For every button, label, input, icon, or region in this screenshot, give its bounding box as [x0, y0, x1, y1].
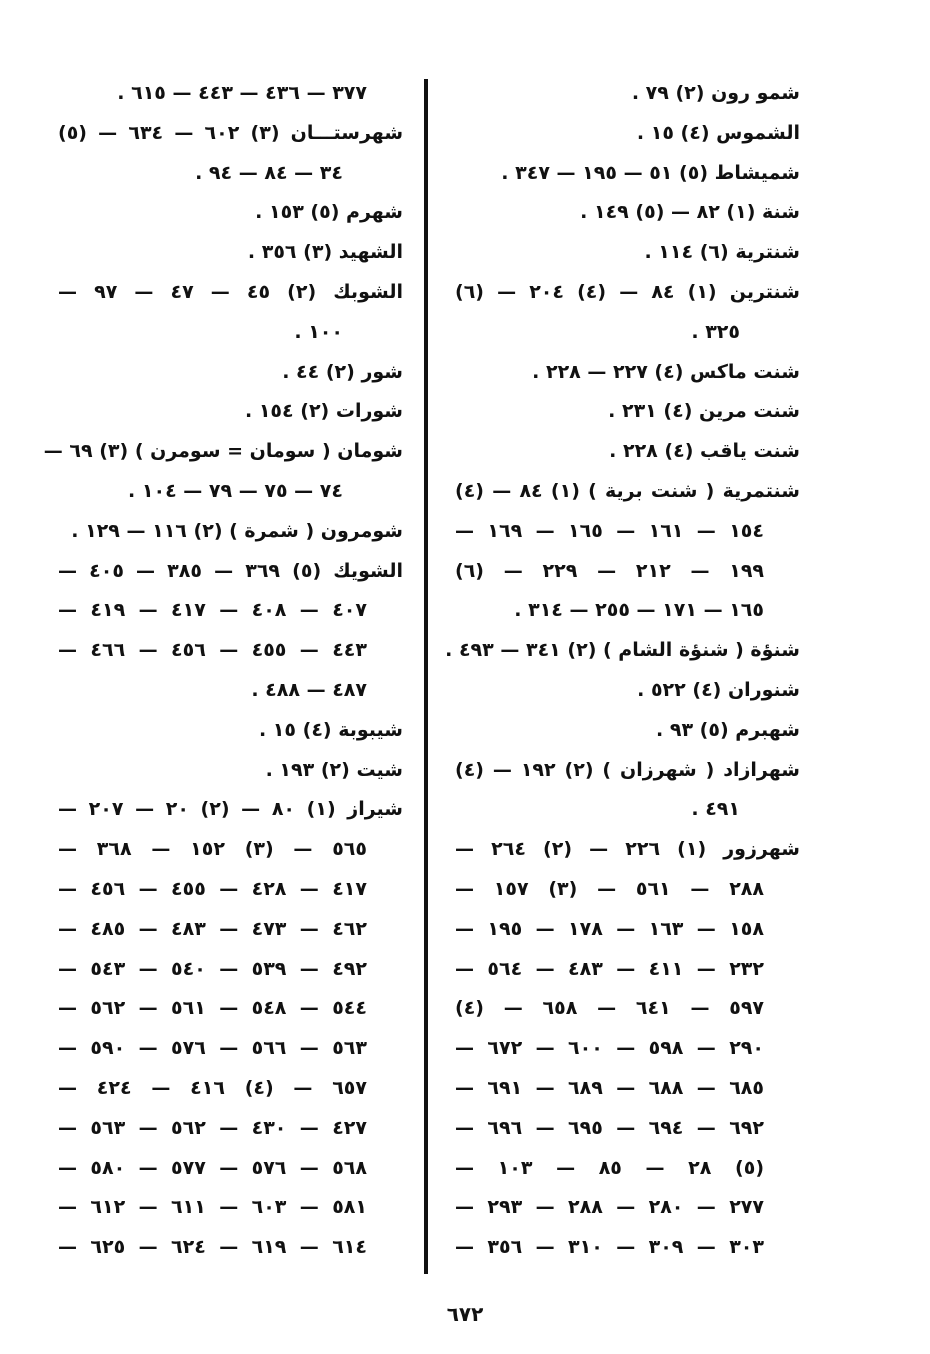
- index-entry-continuation: ٤٤٣ — ٤٥٥ — ٤٥٦ — ٤٦٦ —: [58, 639, 367, 662]
- index-entry: شورات (٢) ١٥٤ .: [244, 400, 403, 423]
- index-entry: شنؤة ( شنؤة الشام ) (٢) ٣٤١ — ٤٩٣ .: [445, 639, 800, 662]
- index-entry-continuation: ٣٢٥ .: [691, 320, 740, 343]
- index-entry: شومان ( سومان = سومرن ) (٣) ٦٩ —: [43, 440, 403, 463]
- index-entry: شور (٢) ٤٤ .: [282, 360, 403, 383]
- index-entry-continuation: ١٥٨ — ١٦٣ — ١٧٨ — ١٩٥ —: [455, 917, 764, 940]
- index-entry-continuation: ٣٧٧ — ٤٣٦ — ٤٤٣ — ٦١٥ .: [117, 82, 367, 104]
- index-entry-continuation: ٦٨٥ — ٦٨٨ — ٦٨٩ — ٦٩١ —: [455, 1076, 764, 1099]
- index-entry: شيراز (١) ٨٠ — (٢) ٢٠ — ٢٠٧ —: [58, 798, 403, 821]
- index-entry-continuation: ٥٩٧ — ٦٤١ — ٦٥٨ — (٤): [455, 997, 765, 1020]
- index-entry-continuation: ٥٦٨ — ٥٧٦ — ٥٧٧ — ٥٨٠ —: [58, 1156, 367, 1179]
- index-entry-continuation: ١٩٩ — ٢١٢ — ٢٢٩ — (٦): [455, 559, 765, 582]
- index-entry: شنت مرين (٤) ٢٣١ .: [608, 400, 800, 423]
- index-entry: شنوران (٤) ٥٢٢ .: [637, 678, 800, 701]
- index-entry: شنت ياقب (٤) ٢٢٨ .: [609, 440, 800, 463]
- index-entry-continuation: ٤٦٢ — ٤٧٣ — ٤٨٣ — ٤٨٥ —: [58, 917, 367, 940]
- index-entry-continuation: ٤٨٧ — ٤٨٨ .: [251, 678, 367, 701]
- index-entry: شيبوبة (٤) ١٥ .: [258, 718, 403, 741]
- index-entry: شومرون ( شمرة ) (٢) ١١٦ — ١٢٩ .: [71, 519, 403, 542]
- index-entry-continuation: ٢٩٠ — ٥٩٨ — ٦٠٠ — ٦٧٢ —: [455, 1037, 764, 1060]
- column-divider: [424, 79, 428, 1274]
- index-entry: شنت ماكس (٤) ٢٢٧ — ٢٢٨ .: [532, 360, 800, 383]
- index-entry: الشوبك (٢) ٤٥ — ٤٧ — ٩٧ —: [58, 280, 403, 303]
- index-entry-continuation: ٢٨٨ — ٥٦١ — (٣) ١٥٧ —: [455, 877, 764, 900]
- index-entry: شنة (١) ٨٢ — (٥) ١٤٩ .: [580, 201, 800, 224]
- index-entry-continuation: ١٠٠ .: [294, 320, 343, 343]
- index-entry-continuation: ٦٩٢ — ٦٩٤ — ٦٩٥ — ٦٩٦ —: [455, 1116, 764, 1139]
- index-entry-continuation: ٣٠٣ — ٣٠٩ — ٣١٠ — ٣٥٦ —: [455, 1236, 764, 1259]
- index-entry-continuation: ٥٦٣ — ٥٦٦ — ٥٧٦ — ٥٩٠ —: [58, 1037, 367, 1060]
- index-entry-continuation: ٦١٤ — ٦١٩ — ٦٢٤ — ٦٢٥ —: [58, 1236, 367, 1259]
- index-entry: شهرزور (١) ٢٢٦ — (٢) ٢٦٤ —: [455, 838, 800, 861]
- index-entry: شنتمرية ( شنت برية ) (١) ٨٤ — (٤): [455, 479, 800, 502]
- index-entry-continuation: ١٥٤ — ١٦١ — ١٦٥ — ١٦٩ —: [455, 519, 764, 542]
- index-entry: شنترين (١) ٨٤ — (٤) ٢٠٤ — (٦): [455, 280, 800, 303]
- index-entry-continuation: ٦٥٧ — (٤) ٤١٦ — ٤٢٤ —: [58, 1076, 367, 1099]
- index-entry: شميشاط (٥) ٥١ — ١٩٥ — ٣٤٧ .: [501, 161, 800, 184]
- index-entry: شنترية (٦) ١١٤ .: [644, 241, 800, 264]
- index-entry: شمو رون (٢) ٧٩ .: [631, 82, 800, 104]
- index-column-left: [43, 74, 403, 1268]
- index-entry-continuation: ١٦٥ — ١٧١ — ٢٥٥ — ٣١٤ .: [514, 599, 764, 622]
- index-entry: شهرازاد ( شهرزان ) (٢) ١٩٢ — (٤): [455, 758, 800, 781]
- index-entry: الشهيد (٣) ٣٥٦ .: [247, 241, 403, 264]
- index-entry-continuation: ٤١٧ — ٤٢٨ — ٤٥٥ — ٤٥٦ —: [58, 877, 367, 900]
- index-entry: الشموس (٤) ١٥ .: [636, 121, 800, 144]
- index-entry-continuation: ٧٤ — ٧٥ — ٧٩ — ١٠٤ .: [128, 479, 343, 502]
- index-entry: شهرم (٥) ١٥٣ .: [255, 201, 403, 224]
- index-entry-continuation: ٣٤ — ٨٤ — ٩٤ .: [195, 161, 343, 184]
- index-entry-continuation: ٥٤٤ — ٥٤٨ — ٥٦١ — ٥٦٢ —: [58, 997, 367, 1020]
- index-entry: شهبرم (٥) ٩٣ .: [656, 718, 800, 741]
- index-entry-continuation: ٥٨١ — ٦٠٣ — ٦١١ — ٦١٢ —: [58, 1196, 367, 1219]
- index-entry-continuation: ٤٩١ .: [691, 798, 740, 821]
- index-entry-continuation: ٢٣٢ — ٤١١ — ٤٨٣ — ٥٦٤ —: [455, 957, 764, 980]
- index-entry-continuation: ٤٢٧ — ٤٣٠ — ٥٦٢ — ٥٦٣ —: [58, 1116, 367, 1139]
- index-entry-continuation: ٥٦٥ — (٣) ١٥٢ — ٣٦٨ —: [58, 838, 367, 861]
- index-entry: الشويك (٥) ٣٦٩ — ٣٨٥ — ٤٠٥ —: [58, 559, 403, 582]
- index-entry-continuation: ٤٩٢ — ٥٣٩ — ٥٤٠ — ٥٤٣ —: [58, 957, 367, 980]
- index-entry-continuation: ٤٠٧ — ٤٠٨ — ٤١٧ — ٤١٩ —: [58, 599, 367, 622]
- index-entry-continuation: ٢٧٧ — ٢٨٠ — ٢٨٨ — ٢٩٣ —: [455, 1196, 764, 1219]
- index-entry: شهرستـــان (٣) ٦٠٢ — ٦٣٤ — (٥): [58, 121, 403, 144]
- page-number: ٦٧٢: [446, 1302, 484, 1326]
- index-entry: شيت (٢) ١٩٣ .: [265, 758, 403, 781]
- index-entry-continuation: (٥) ٢٨ — ٨٥ — ١٠٣ —: [455, 1156, 764, 1179]
- index-column-right: [445, 74, 800, 1268]
